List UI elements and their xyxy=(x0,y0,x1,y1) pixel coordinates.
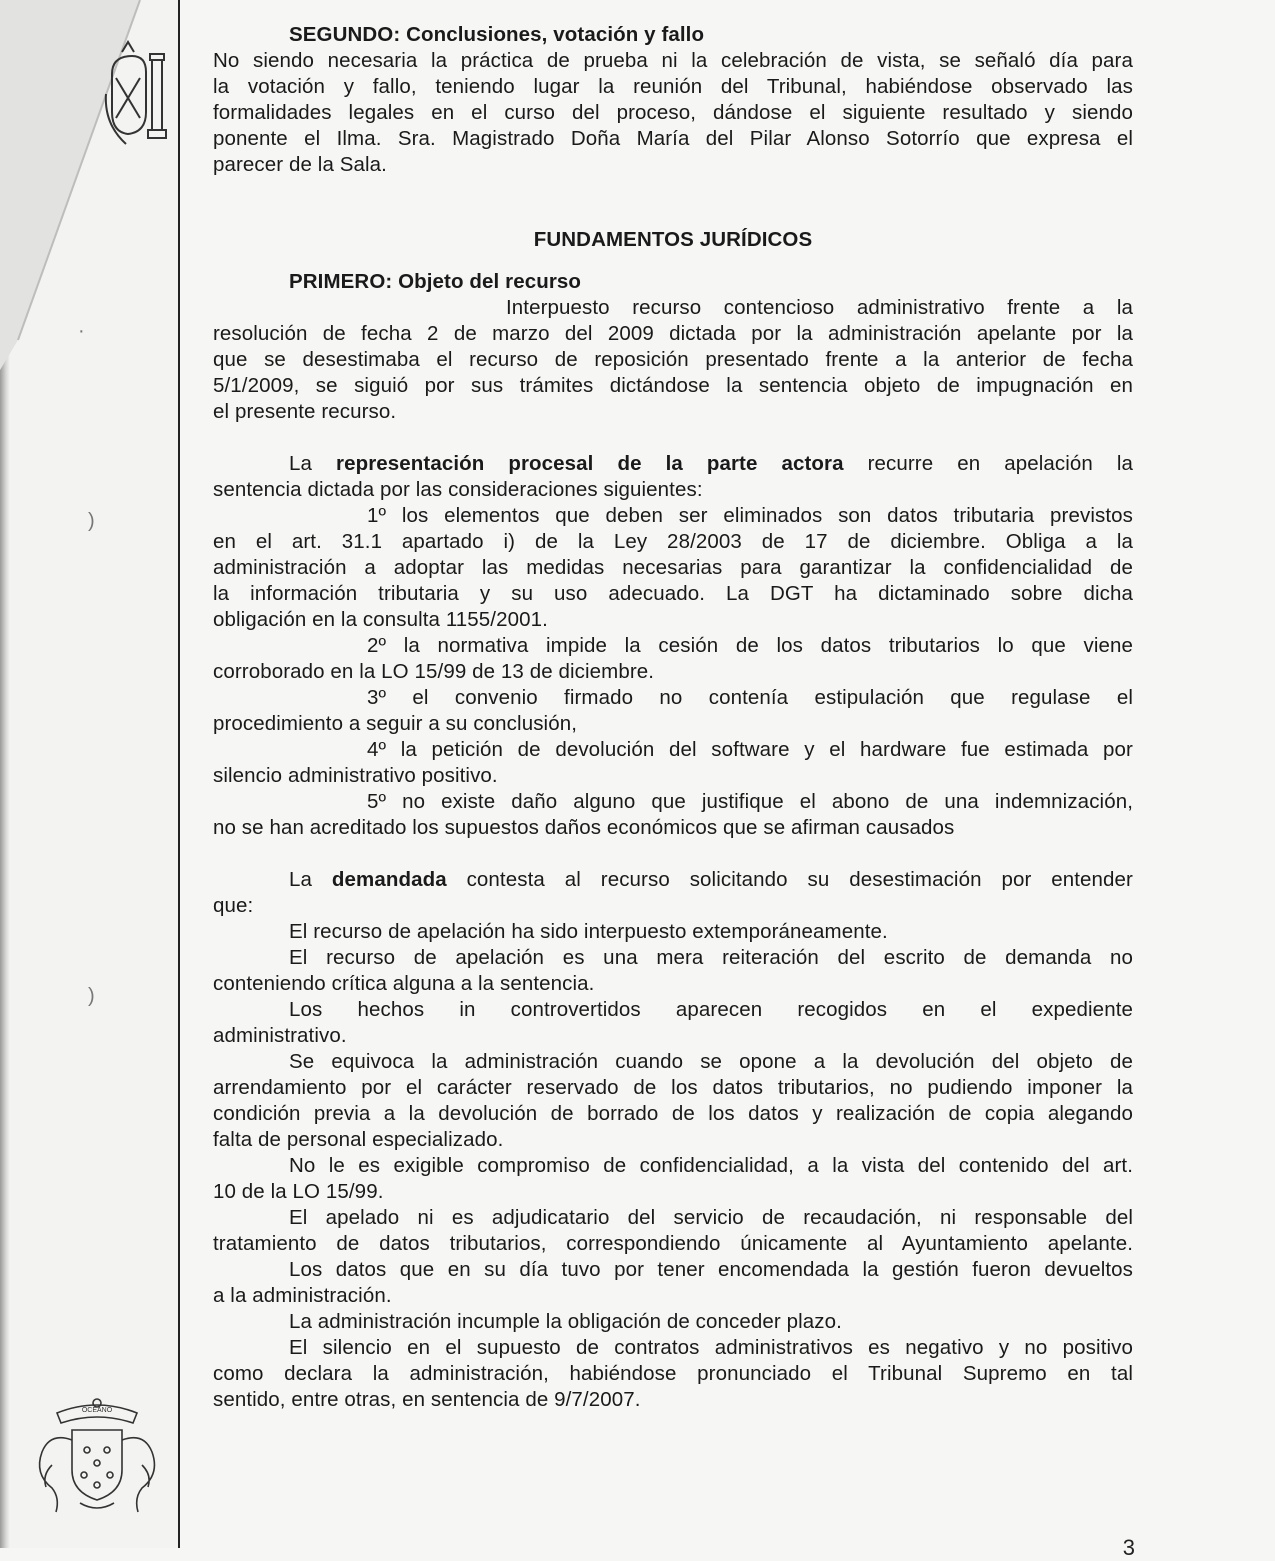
text-line: la información tributaria y su uso adecuado. La DGT ha dictaminado sobre dicha xyxy=(213,582,1133,605)
text-line: el presente recurso. xyxy=(213,400,397,423)
text-line: 5/1/2009, se siguió por sus trámites dictándose la sentencia objeto de impugnación en xyxy=(213,374,1133,397)
text-line: parecer de la Sala. xyxy=(213,153,387,176)
text-line: La representación procesal de la parte actora recurre en apelación la xyxy=(289,452,1134,475)
text-line: 1º los elementos que deben ser eliminados son datos tributaria previstos xyxy=(367,504,1133,527)
text-line: arrendamiento por el carácter reservado de los datos tributarios, no pudiendo imponer la xyxy=(213,1076,1133,1099)
page-number: 3 xyxy=(1122,1535,1135,1560)
canarias-coat-of-arms-icon xyxy=(32,1395,162,1520)
document-body xyxy=(213,22,1133,1413)
text-line: 10 de la LO 15/99. xyxy=(213,1180,384,1203)
margin-rule xyxy=(178,0,180,1548)
text-line: tratamiento de datos tributarios, correspondiendo únicamente al Ayuntamiento apelante. xyxy=(213,1232,1133,1255)
text-line: Interpuesto recurso contencioso administrativo frente a la xyxy=(506,296,1133,319)
text-line: Se equivoca la administración cuando se opone a la devolución del objeto de xyxy=(289,1050,1133,1073)
text-line: condición previa a la devolución de borrado de los datos y realización de copia alegando xyxy=(213,1102,1133,1125)
spain-coat-of-arms-icon xyxy=(102,34,172,154)
text-line: administración a adoptar las medidas necesarias para garantizar la confidencialidad de xyxy=(213,556,1133,579)
text-line: sentencia dictada por las consideraciones siguientes: xyxy=(213,478,703,501)
text-line: ponente el Ilma. Sra. Magistrado Doña María del Pilar Alonso Sotorrío que expresa el xyxy=(213,127,1133,150)
text-line: obligación en la consulta 1155/2001. xyxy=(213,608,548,631)
text-line: 4º la petición de devolución del software y el hardware fue estimada por xyxy=(367,738,1133,761)
text-line: El apelado ni es adjudicatario del servicio de recaudación, ni responsable del xyxy=(289,1206,1133,1229)
margin-mark: · xyxy=(78,320,85,342)
text-line: en el art. 31.1 apartado i) de la Ley 28/2003 de 17 de diciembre. Obliga a la xyxy=(213,530,1133,553)
text-line: como declara la administración, habiéndose pronunciado el Tribunal Supremo en tal xyxy=(213,1362,1133,1385)
text-line: a la administración. xyxy=(213,1284,392,1307)
section-heading: PRIMERO: Objeto del recurso xyxy=(289,270,582,293)
text-line: El recurso de apelación es una mera reiteración del escrito de demanda no xyxy=(289,946,1133,969)
text-line: La demandada contesta al recurso solicitando su desestimación por entender xyxy=(289,868,1133,891)
text-line: no se han acreditado los supuestos daños económicos que se afirman causados xyxy=(213,816,955,839)
text-line: corroborado en la LO 15/99 de 13 de diciembre. xyxy=(213,660,655,683)
text-line: Los hechos in controvertidos aparecen recogidos en el expediente xyxy=(289,998,1133,1021)
text-line: resolución de fecha 2 de marzo del 2009 dictada por la administración apelante por la xyxy=(213,322,1133,345)
text-line: Los datos que en su día tuvo por tener encomendada la gestión fueron devueltos xyxy=(289,1258,1133,1281)
text-line: administrativo. xyxy=(213,1024,347,1047)
margin-mark: ) xyxy=(88,985,95,1007)
section-title: FUNDAMENTOS JURÍDICOS xyxy=(533,228,813,251)
text-line: formalidades legales en el curso del proceso, dándose el siguiente resultado y siendo xyxy=(213,101,1133,124)
text-line: La administración incumple la obligación de conceder plazo. xyxy=(289,1310,842,1333)
text-line: 2º la normativa impide la cesión de los datos tributarios lo que viene xyxy=(367,634,1133,657)
text-line: 5º no existe daño alguno que justifique el abono de una indemnización, xyxy=(367,790,1133,813)
text-line: procedimiento a seguir a su conclusión, xyxy=(213,712,577,735)
text-line: que se desestimaba el recurso de reposición presentado frente a la anterior de fecha xyxy=(213,348,1133,371)
text-line: la votación y fallo, teniendo lugar la reunión del Tribunal, habiéndose observado las xyxy=(213,75,1133,98)
bold-phrase: demandada xyxy=(331,868,447,891)
crest-label: OCEANO xyxy=(81,1407,113,1414)
text-line: falta de personal especializado. xyxy=(213,1128,504,1151)
margin-mark: ) xyxy=(88,510,95,532)
text-line: que: xyxy=(213,894,254,917)
text-line: El recurso de apelación ha sido interpuesto extemporáneamente. xyxy=(289,920,888,943)
text-line: conteniendo crítica alguna a la sentencia. xyxy=(213,972,595,995)
text-line: No le es exigible compromiso de confidencialidad, a la vista del contenido del art. xyxy=(289,1154,1133,1177)
bold-phrase: representación procesal de la parte actora xyxy=(336,452,844,475)
text-line: silencio administrativo positivo. xyxy=(213,764,498,787)
text-line: sentido, entre otras, en sentencia de 9/7/2007. xyxy=(213,1388,641,1411)
text-line: No siendo necesaria la práctica de prueba ni la celebración de vista, se señaló día para xyxy=(213,49,1133,72)
text-line: 3º el convenio firmado no contenía estipulación que regulase el xyxy=(367,686,1133,709)
text-line: El silencio en el supuesto de contratos administrativos es negativo y no positivo xyxy=(289,1336,1133,1359)
section-heading: SEGUNDO: Conclusiones, votación y fallo xyxy=(289,23,705,46)
